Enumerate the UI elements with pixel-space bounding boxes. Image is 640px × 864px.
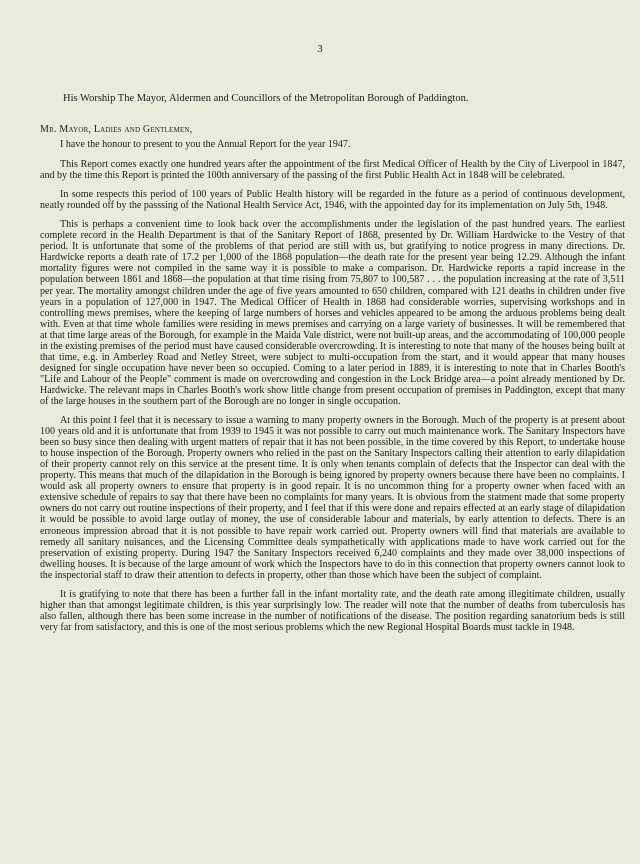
report-body: [40, 139, 625, 641]
paragraph-past-accomplishments: This is perhaps a convenient time to look back over the accomplishments under the legislation of the past hundred years. The earliest complete record in the Health Department is that of the Sanitary Report of 1868, presented by Dr. William Hardwicke to the Vestry of that period. It is unfortunate that some of the problems of that period are still with us, but gratifying to notice progress in many directions. Dr. Hardwicke reports a death rate of 17.2 per 1,000 of the 1868 population—the death rate for the present year being 12.29. Although the infant mortality figures were not compiled in the same way it is possible to make a comparison. Dr. Hardwicke reports a rapid increase in the population between 1861 and 1868—the population at that time rising from 75,807 to 100,587 . . . the population increasing at the rate of 3,511 per year. The mortality amongst children under the age of five years amounted to 650 children, compared with 121 deaths in children under five years in a population of 127,000 in 1947. The Medical Officer of Health in 1868 had considerable worries, supervising workshops and in controlling mews premises, where the keeping of large numbers of horses and vehicles appeared to be among the arduous problems being dealt with. Even at that time whole families were residing in mews premises and carrying on a large variety of businesses. It will be remembered that at that time large areas of the Borough, for example in the Maida Vale district, were not built-up areas, and the accommodating of 100,000 people in the existing premises of the period must have caused considerable overcrowding. It is interesting to note that many of the houses being built at that time, e.g. in Amberley Road and Netley Street, were subject to multi-occupation from the start, and it would appear that many houses designed for single occupation have never been so occupied. Coming to a later period in 1889, it is interesting to note that in Charles Booth's "Life and Labour of the People" comment is made on overcrowding and congestion in the Lock Bridge area—a point already mentioned by Dr. Hardwicke. The relevant maps in Charles Booth's work show little change from present occupation of premises in Paddington, except that many of the large houses in the southern part of the Borough are no longer in single occupation.: [40, 219, 625, 407]
salutation-text: Mr. Mayor, Ladies and Gentlemen,: [40, 124, 193, 135]
paragraph-infant-mortality: It is gratifying to note that there has been a further fall in the infant mortality rate, and the death rate among illegitimate children, usually higher than that amongst legitimate children, is this year surprisingly low. The reader will note that the number of deaths from tuberculosis has also fallen, although there has been some increase in the number of notifications of the disease. The position regarding sanatorium beds is still very far from satisfactory, and this is one of the most serious problems which the new Regional Hospital Boards must tackle in 1948.: [40, 588, 625, 633]
paragraph-intro: I have the honour to present to you the Annual Report for the year 1947.: [60, 139, 351, 150]
paragraph-centenary: This Report comes exactly one hundred years after the appointment of the first Medical Officer of Health by the City of Liverpool in 1847, and by the time this Report is printed the 100th anniversary of the passing of the first Public Health Act in 1848 will be celebrated.: [40, 159, 625, 182]
paragraph-property-warning: At this point I feel that it is necessary to issue a warning to many property owners in the Borough. Much of the property is at present about 100 years old and it is unfortunate that from 1939 to 1945 it was not possible to carry out much maintenance work. The Sanitary Inspectors have been so busy since then dealing with urgent matters of repair that it has not been possible, in the time covered by this Report, to undertake house to house inspection of the Borough. Property owners who relied in the past on the Sanitary Inspectors calling their attention to early dilapidation of their property cannot rely on this service at the present time. It is only when tenants complain of defects that the Inspector can deal with the property. This means that much of the dilapidation in the Borough is being ignored by property owners because there have been no complaints. I would ask all property owners to ensure that property is in good repair. It is no uncommon thing for a property owner when faced with an extensive schedule of repairs to say that there have been no complaints for many years. It is obvious from the statment made that some property owners do not carry out routine inspections of their property, and I feel that if this were done and repairs effected at an early stage of dilapidation it would be possible to avoid large outlay of money, the use of considerable labour and materials, by early attention to defects. There is an erroneous impression abroad that it is not possible to have repair work carried out. Property owners will find that materials are available to remedy all sanitary nuisances, and the Licensing Committee deals sympathetically with applications made to have work carried out for the preservation of existing property. During 1947 the Sanitary Inspectors received 6,240 complaints and they made over 38,000 inspections of dwelling houses. It is because of the large amount of work which the Inspectors have to do in this connection that property owners cannot look to the inspectorial staff to draw their attention to defects in property, other than those which have been the subject of complaint.: [40, 415, 625, 581]
paragraph-public-health-history: In some respects this period of 100 years of Public Health history will be regarded in the future as a period of continuous development, neatly rounded off by the passsing of the National Health Service Act, 1946, with the appointed day for its implementation on July 5th, 1948.: [40, 189, 625, 212]
salutation: [40, 124, 192, 135]
page-number: 3: [317, 44, 323, 55]
addressee-line: His Worship The Mayor, Aldermen and Councillors of the Metropolitan Borough of Paddington.: [63, 93, 469, 104]
